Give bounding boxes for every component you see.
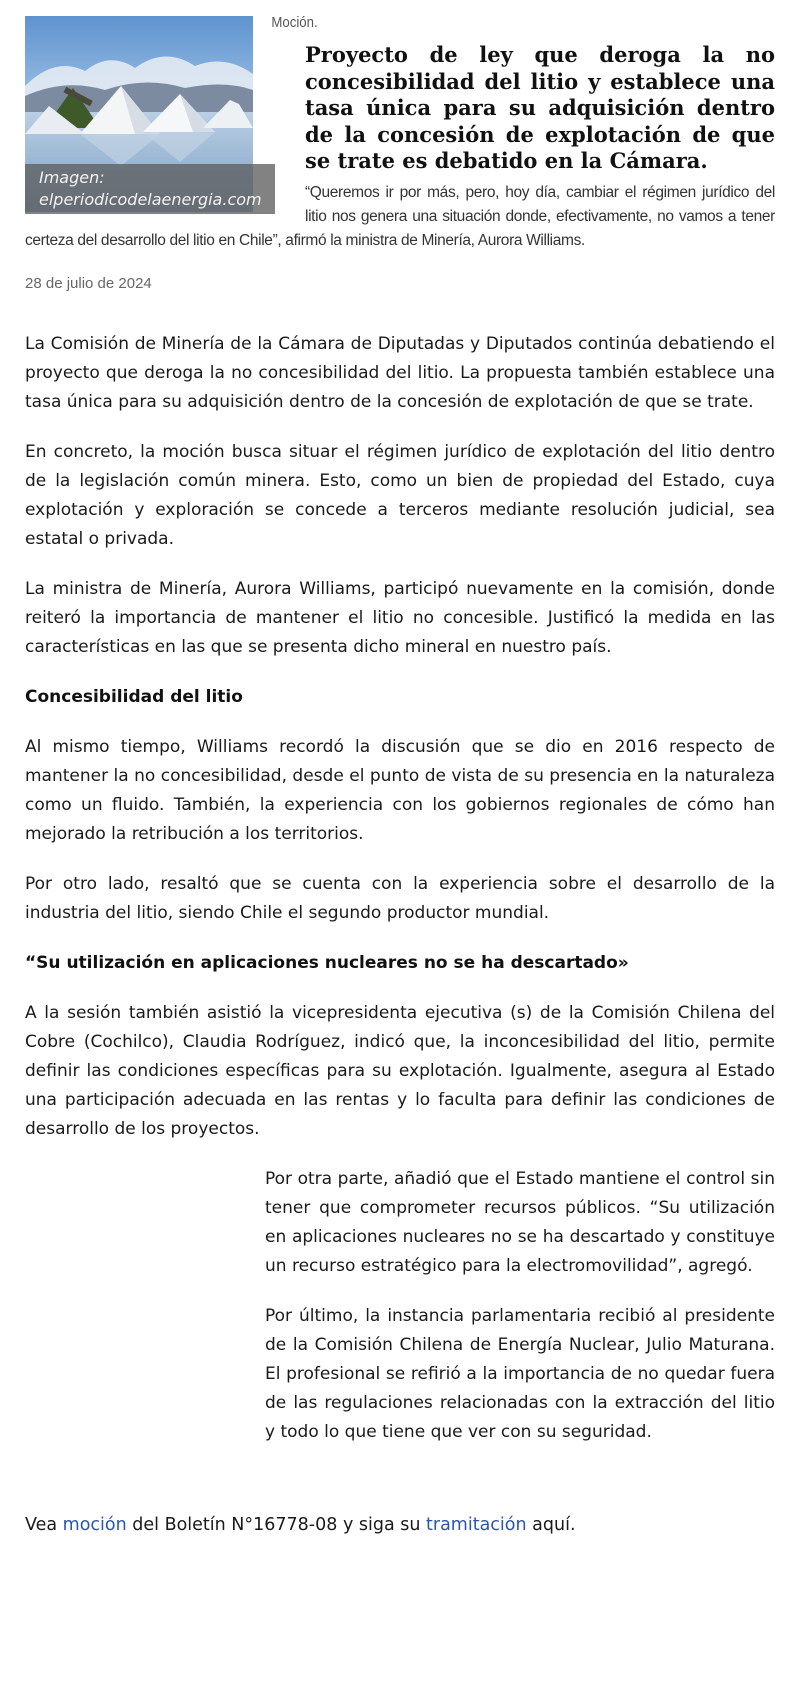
paragraph: A la sesión también asistió la vicepresidenta ejecutiva (s) de la Comisión Chilena del Cobre (Cochilco), Claudia Rodríguez, indicó que, la inconcesibilidad del litio, permite definir las condiciones específicas para su explotación. Igualmente, asegura al Estado una participación adecuada en las rentas y lo faculta para definir las condiciones de desarrollo de los proyectos. [25,1002,775,1139]
paragraph: Por otro lado, resaltó que se cuenta con la experiencia sobre el desarrollo de la industria del litio, siendo Chile el segundo productor mundial. [25,873,775,923]
paragraph-indented: Por otra parte, añadió que el Estado mantiene el control sin tener que comprometer recursos públicos. “Su utilización en aplicaciones nucleares no se ha descartado y constituye un recurso estratégico para la electromovilidad”, agregó. [265,1168,775,1276]
section-heading: “Su utilización en aplicaciones nucleares no se ha descartado» [25,952,629,973]
image-caption [25,164,275,214]
paragraph: La ministra de Minería, Aurora Williams, participó nuevamente en la comisión, donde reiteró la importancia de mantener el litio no concesible. Justificó la medida en las características en las que se presenta dicho mineral en nuestro país. [25,578,775,657]
article-lead-quote: “Queremos ir por más, pero, hoy día, cambiar el régimen jurídico del litio nos genera una situación donde, efectivamente, no vamos a tener certeza del desarrollo del litio en Chile”, afirmó la ministra de Minería, Aurora Williams. [25,183,775,249]
article-header [25,14,775,292]
article-kicker: Moción. [271,14,318,31]
footer-suffix: aquí. [526,1514,576,1535]
publish-date: 28 de julio de 2024 [25,274,152,292]
footer-middle: del Boletín N°16778-08 y siga su [126,1514,427,1535]
article-headline: Proyecto de ley que deroga la no concesibilidad del litio y establece una tasa única para su adquisición dentro de la concesión de explotación de que se trate es debatido en la Cámara. [305,42,775,173]
paragraph-indented: Por último, la instancia parlamentaria recibió al presidente de la Comisión Chilena de Energía Nuclear, Julio Maturana. El profesional se refirió a la importancia de no quedar fuera de las regulaciones relacionadas con la extracción del litio y todo lo que tiene que ver con su seguridad. [265,1305,775,1442]
footer-links [25,1511,775,1540]
paragraph: En concreto, la moción busca situar el régimen jurídico de explotación del litio dentro de la legislación común minera. Esto, como un bien de propiedad del Estado, cuya explotación y exploración se concede a terceros mediante resolución judicial, sea estatal o privada. [25,441,775,549]
image-caption-label: Imagen: [39,168,105,187]
paragraph: Al mismo tiempo, Williams recordó la discusión que se dio en 2016 respecto de mantener la no concesibilidad, desde el punto de vista de su presencia en la naturaleza como un fluido. También, la experiencia con los gobiernos regionales de cómo han mejorado la retribución a los territorios. [25,736,775,844]
header-figure [25,14,275,214]
tramitacion-link[interactable]: tramitación [426,1514,527,1535]
image-caption-source: elperiodicodelaenergia.com [39,190,262,209]
paragraph: La Comisión de Minería de la Cámara de Diputadas y Diputados continúa debatiendo el proyecto que deroga la no concesibilidad del litio. La propuesta también establece una tasa única para su adquisición dentro de la concesión de explotación de que se trate. [25,333,775,412]
mocion-link[interactable]: moción [62,1514,127,1535]
footer-prefix: Vea [25,1514,63,1535]
article-body [25,330,775,1447]
section-heading: Concesibilidad del litio [25,686,243,707]
